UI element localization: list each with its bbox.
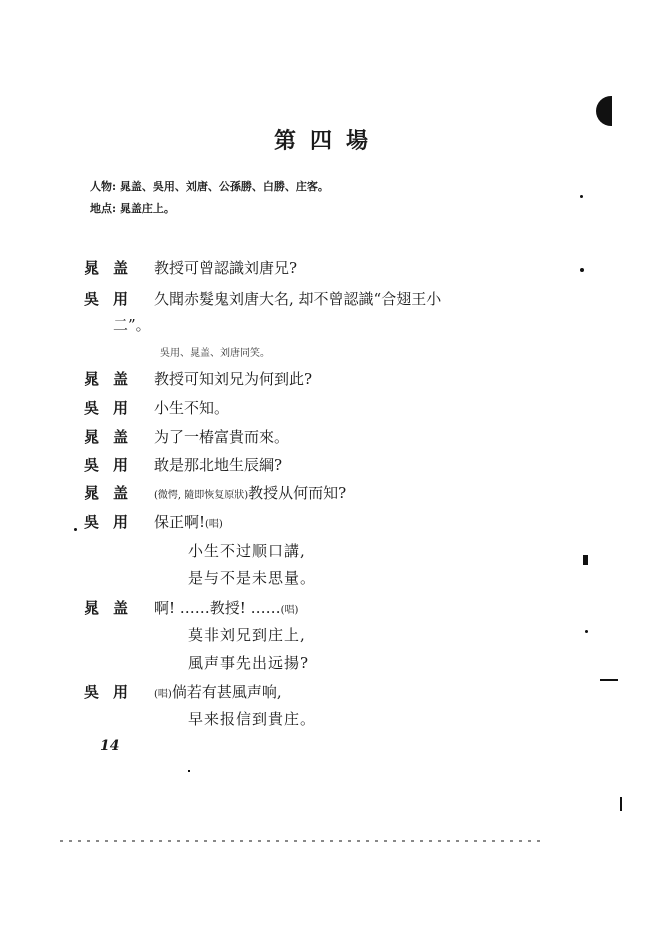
scan-speck [580,268,584,272]
speech: 为了一椿富貴而來。 [154,428,290,446]
speech: 敢是那北地生辰綱? [154,456,283,474]
verse-line: 早来报信到貴庄。 [188,710,317,728]
scan-mark [620,797,622,811]
speaker: 吳用 [84,290,143,308]
speaker: 晁盖 [84,599,143,617]
scan-speck [74,528,77,531]
dialogue-line [84,681,282,702]
location-line [90,200,175,216]
dialogue-line [84,482,346,503]
dialogue-line [84,288,441,309]
scan-bleed-line [60,840,540,842]
speaker: 吳用 [84,683,143,701]
speech: 教授可知刘兄为何到此? [154,370,313,388]
characters-label: 人物: [90,180,117,193]
location-label: 地点: [90,202,117,215]
speaker: 吳用 [84,513,143,531]
speech: 教授可曾認識刘唐兄? [154,259,298,277]
speaker: 吳用 [84,399,143,417]
location-value: 晁盖庄上。 [119,202,175,215]
speaker: 晁盖 [84,484,143,502]
speech-continuation: 二”。 [113,316,151,334]
speech: 啊! ……教授! …… [154,599,281,617]
scan-speck [580,195,583,198]
page-number: 14 [100,738,120,754]
scene-title: 第四場 [273,128,382,154]
verse-line: 風声事先出远揚? [188,654,310,672]
dialogue-line [84,511,223,532]
verse-line: 是与不是未思量。 [188,569,317,587]
speaker: 吳用 [84,456,143,474]
stage-note: (唱) [280,605,299,616]
dialogue-line [84,397,229,418]
verse-line: 小生不过顺口講, [188,542,306,560]
dialogue-line [84,426,289,447]
scan-speck [585,630,588,633]
speaker: 晁盖 [84,370,143,388]
characters-value: 晁盖、吳用、刘唐、公孫勝、白勝、庄客。 [119,180,329,193]
speaker: 晁盖 [84,259,143,277]
speech: 保正啊! [154,513,206,531]
scan-speck [583,555,588,565]
speech: 小生不知。 [154,399,230,417]
dialogue-line [84,368,312,389]
dialogue-line [84,597,298,618]
stage-direction: 吳用、晁盖、刘唐同笑。 [160,348,270,359]
speech: 久聞赤髮鬼刘唐大名, 却不曾認識“合翅王小 [154,290,442,308]
stage-note: (唱) [205,519,223,530]
scan-blot [596,96,612,126]
stage-note: (唱) [154,689,172,700]
scan-mark [600,679,618,681]
scan-speck [188,770,190,772]
verse-line: 莫非刘兄到庄上, [188,626,306,644]
stage-note: (微愕, 隨即恢复原狀) [154,490,249,501]
speaker: 晁盖 [84,428,143,446]
dialogue-line [84,257,297,278]
characters-line [90,178,329,194]
speech: 教授从何而知? [248,484,347,502]
speech: 倘若有甚風声响, [171,683,282,701]
dialogue-line [84,454,282,475]
